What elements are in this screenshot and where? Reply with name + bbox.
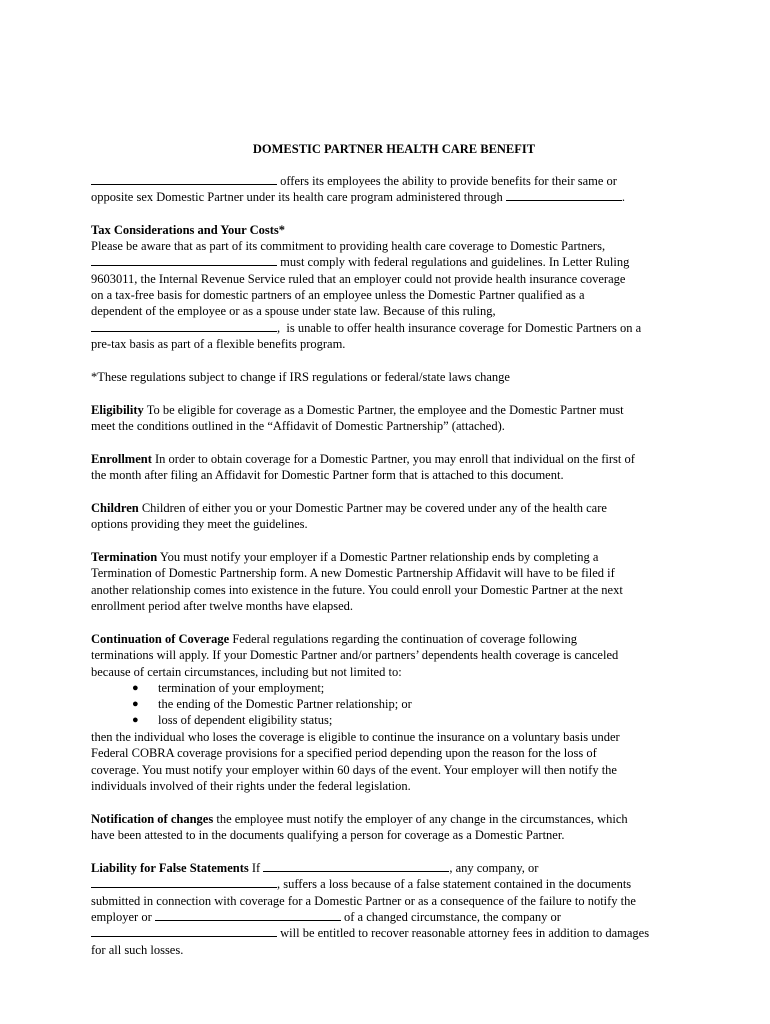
continuation-line-1: Continuation of Coverage Federal regulations regarding the continuation of coverage following xyxy=(91,632,578,646)
tax-line-1: Please be aware that as part of its commitment to providing health care coverage to Domestic Partners, xyxy=(91,239,606,253)
termination-heading: Termination xyxy=(91,550,158,564)
continuation-line-2: terminations will apply. If your Domestic Partner and/or partners’ dependents health coverage is canceled xyxy=(91,648,619,662)
tax-line-6: , is unable to offer health insurance coverage for Domestic Partners on a xyxy=(91,320,641,336)
employer-name-blank[interactable] xyxy=(91,876,277,888)
employer-name-blank[interactable] xyxy=(91,925,277,937)
enrollment-line-1: Enrollment In order to obtain coverage for a Domestic Partner, you may enroll that individual on the first of xyxy=(91,452,635,466)
continuation-line-6: coverage. You must notify your employer within 60 days of the event. Your employer will then notify the xyxy=(91,763,617,777)
tax-line-4: on a tax-free basis for domestic partners of an employee unless the Domestic Partner qualified as a xyxy=(91,288,585,302)
liability-line-4: employer or of a changed circumstance, the company or xyxy=(91,910,561,924)
eligibility-line-2: meet the conditions outlined in the “Affidavit of Domestic Partnership” (attached). xyxy=(91,419,505,433)
notification-line-2: have been attested to in the documents qualifying a person for coverage as a Domestic Partner. xyxy=(91,828,565,842)
liability-line-3: submitted in connection with coverage for a Domestic Partner or as a consequence of the failure to notify the xyxy=(91,894,636,908)
notification-line-1: Notification of changes the employee must notify the employer of any change in the circumstances, which xyxy=(91,812,628,826)
list-item: the ending of the Domestic Partner relationship; or xyxy=(158,697,412,711)
children-line-1: Children Children of either you or your Domestic Partner may be covered under any of the health care xyxy=(91,501,607,515)
children-heading: Children xyxy=(91,501,139,515)
intro-line-1: offers its employees the ability to provide benefits for their same or xyxy=(91,173,617,189)
bullet-icon: ● xyxy=(132,698,139,710)
termination-line-4: enrollment period after twelve months have elapsed. xyxy=(91,599,354,613)
liability-line-6: for all such losses. xyxy=(91,943,184,957)
continuation-line-5: Federal COBRA coverage provisions for a specified period depending upon the reason for the loss of xyxy=(91,746,597,760)
list-item: termination of your employment; xyxy=(158,681,325,695)
children-line-2: options providing they meet the guidelines. xyxy=(91,517,308,531)
termination-line-2: Termination of Domestic Partnership form. A new Domestic Partnership Affidavit will have to be filed if xyxy=(91,566,615,580)
bullet-icon: ● xyxy=(132,682,139,694)
employer-name-blank[interactable] xyxy=(91,320,277,332)
continuation-heading: Continuation of Coverage xyxy=(91,632,230,646)
termination-line-1: Termination You must notify your employer if a Domestic Partner relationship ends by completing a xyxy=(91,550,599,564)
liability-line-1: Liability for False Statements If , any company, or xyxy=(91,861,539,875)
enrollment-line-2: the month after filing an Affidavit for Domestic Partner form that is attached to this document. xyxy=(91,468,564,482)
tax-line-5: dependent of the employee or as a spouse under state law. Because of this ruling, xyxy=(91,304,496,318)
enrollment-heading: Enrollment xyxy=(91,452,152,466)
regulations-note: *These regulations subject to change if IRS regulations or federal/state laws change xyxy=(91,370,510,384)
bullet-icon: ● xyxy=(132,714,139,726)
liability-line-2: , suffers a loss because of a false statement contained in the documents xyxy=(91,876,631,892)
eligibility-line-1: Eligibility To be eligible for coverage as a Domestic Partner, the employee and the Domestic Partner must xyxy=(91,403,624,417)
notification-heading: Notification of changes xyxy=(91,812,214,826)
eligibility-heading: Eligibility xyxy=(91,403,144,417)
continuation-line-4: then the individual who loses the coverage is eligible to continue the insurance on a voluntary basis under xyxy=(91,730,620,744)
liability-line-5: will be entitled to recover reasonable attorney fees in addition to damages xyxy=(91,925,649,941)
termination-line-3: another relationship comes into existence in the future. You could enroll your Domestic Partner at the next xyxy=(91,583,623,597)
employee-name-blank[interactable] xyxy=(263,860,449,872)
tax-heading: Tax Considerations and Your Costs* xyxy=(91,223,286,237)
employer-name-blank[interactable] xyxy=(91,173,277,185)
liability-heading: Liability for False Statements xyxy=(91,861,249,875)
tax-line-3: 9603011, the Internal Revenue Service ruled that an employer could not provide health insurance coverage xyxy=(91,272,626,286)
tax-line-7: pre-tax basis as part of a flexible benefits program. xyxy=(91,337,346,351)
continuation-line-3: because of certain circumstances, including but not limited to: xyxy=(91,665,402,679)
document-title: DOMESTIC PARTNER HEALTH CARE BENEFIT xyxy=(252,142,536,156)
employer-name-blank[interactable] xyxy=(91,254,277,266)
list-item: loss of dependent eligibility status; xyxy=(158,713,333,727)
tax-line-2: must comply with federal regulations and guidelines. In Letter Ruling xyxy=(91,254,629,270)
employer-name-blank[interactable] xyxy=(155,909,341,921)
intro-line-2: opposite sex Domestic Partner under its health care program administered through . xyxy=(91,190,625,204)
administrator-blank[interactable] xyxy=(506,189,622,201)
continuation-line-7: individuals involved of their rights under the federal legislation. xyxy=(91,779,411,793)
